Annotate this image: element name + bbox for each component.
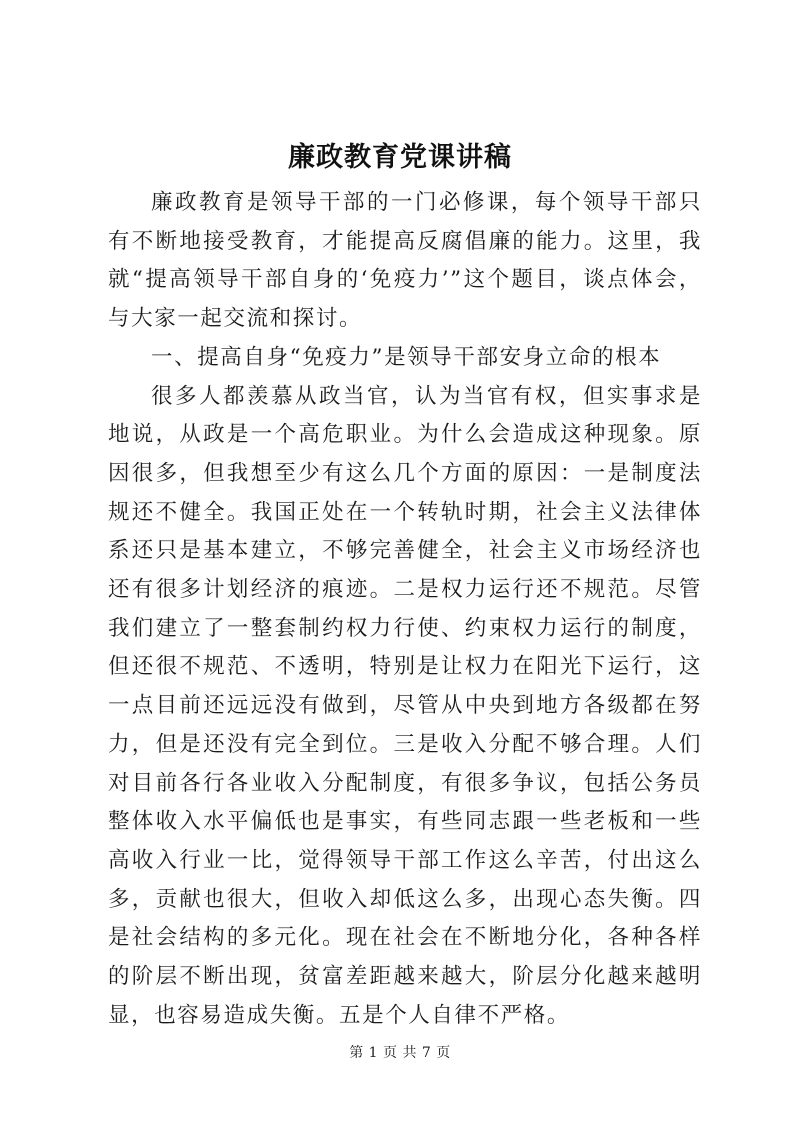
document-title: 廉政教育党课讲稿 xyxy=(288,142,512,173)
paragraph-intro: 廉政教育是领导干部的一门必修课，每个领导干部只有不断地接受教育，才能提高反腐倡廉的能力。这里，我就“提高领导干部自身的‘免疫力’”这个题目，谈点体会，与大家一起交流和探讨。 xyxy=(108,190,702,332)
section-heading: 一、提高自身“免疫力”是领导干部安身立命的根本 xyxy=(151,344,662,370)
document-body xyxy=(108,184,702,1035)
paragraph-reasons: 很多人都羡慕从政当官，认为当官有权，但实事求是地说，从政是一个高危职业。为什么会造成这种现象。原因很多，但我想至少有这么几个方面的原因：一是制度法规还不健全。我国正处在一个转轨时期，社会主义法律体系还只是基本建立，不够完善健全，社会主义市场经济也还有很多计划经济的痕迹。二是权力运行还不规范。尽管我们建立了一整套制约权力行使、约束权力运行的制度，但还很不规范、不透明，特别是让权力在阳光下运行，这一点目前还远远没有做到，尽管从中央到地方各级都在努力，但是还没有完全到位。三是收入分配不够合理。人们对目前各行各业收入分配制度，有很多争议，包括公务员整体收入水平偏低也是事实，有些同志跟一些老板和一些高收入行业一比，觉得领导干部工作这么辛苦，付出这么多，贡献也很大，但收入却低这么多，出现心态失衡。四是社会结构的多元化。现在社会在不断地分化，各种各样的阶层不断出现，贫富差距越来越大，阶层分化越来越明显，也容易造成失衡。五是个人自律不严格。 xyxy=(108,383,702,1028)
page-number: 第 1 页 共 7 页 xyxy=(349,1045,451,1061)
